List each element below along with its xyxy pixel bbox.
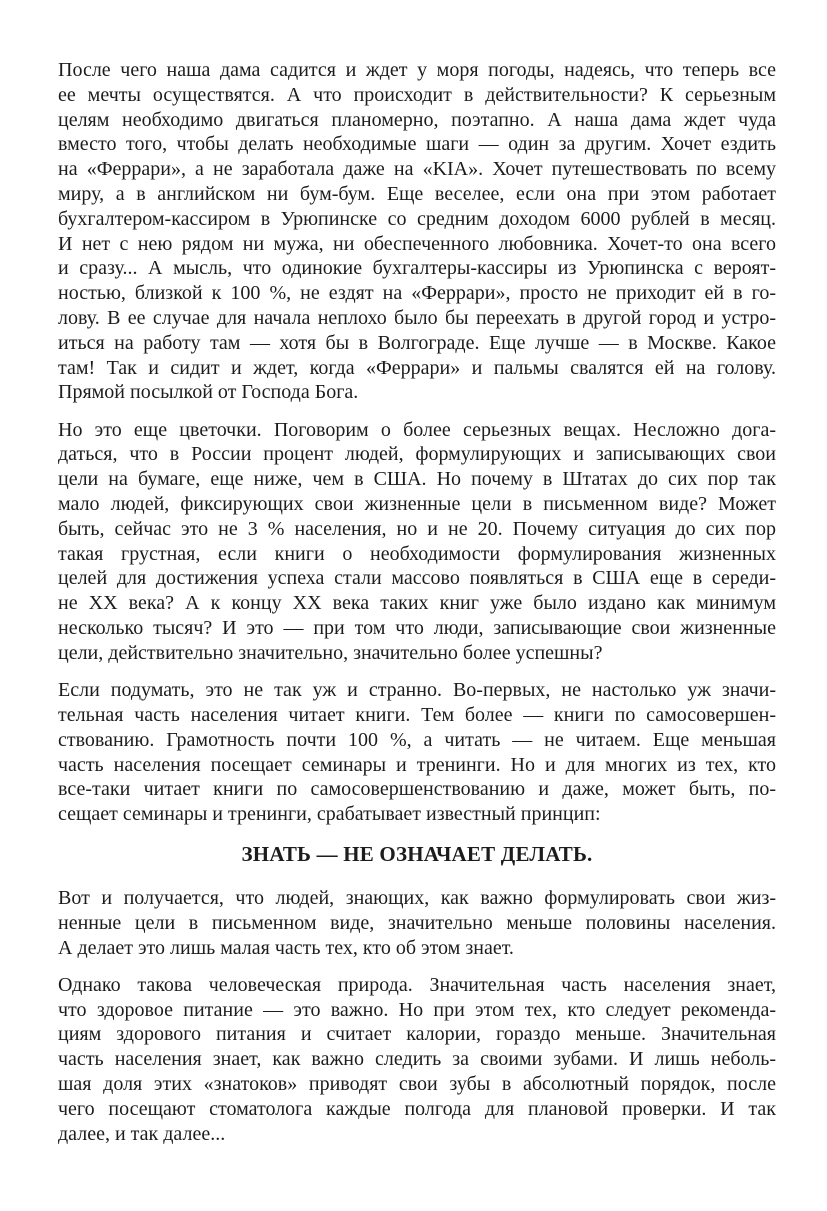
text-line: часть населения посещает семинары и тренинги. Но и для многих из тех, кто bbox=[58, 753, 776, 776]
text-line: тельная часть населения читает книги. Тем более — книги по самосовершен- bbox=[58, 703, 776, 726]
text-line: Но это еще цветочки. Поговорим о более серьезных вещах. Несложно дога- bbox=[58, 418, 776, 441]
text-line: ностью, близкой к 100 %, не ездят на «Феррари», просто не приходит ей в го- bbox=[58, 282, 776, 305]
text-line: лову. В ее случае для начала неплохо было бы переехать в другой город и устро- bbox=[58, 306, 776, 329]
text-line: И нет с нею рядом ни мужа, ни обеспеченного любовника. Хочет-то она всего bbox=[58, 232, 776, 255]
paragraph bbox=[58, 418, 776, 666]
text-after-heading bbox=[58, 886, 776, 1146]
text-line: сещает семинары и тренинги, срабатывает известный принцип: bbox=[58, 803, 601, 826]
text-line: мало людей, фиксирующих свои жизненные цели в письменном виде? Может bbox=[58, 493, 776, 516]
text-line: все-таки читает книги по самосовершенствованию и даже, может быть, по- bbox=[58, 778, 776, 801]
text-line: цели, действительно значительно, значительно более успешны? bbox=[58, 641, 603, 664]
section-heading: ЗНАТЬ — НЕ ОЗНАЧАЕТ ДЕЛАТЬ. bbox=[241, 841, 593, 866]
text-line: Однако такова человеческая природа. Значительная часть населения знает, bbox=[58, 973, 776, 996]
text-line: бухгалтером-кассиром в Урюпинске со средним доходом 6000 рублей в месяц. bbox=[58, 207, 776, 230]
paragraph bbox=[58, 886, 776, 960]
text-line: даться, что в России процент людей, формулирующих и записывающих свои bbox=[58, 443, 776, 466]
text-line: миру, а в английском ни бум-бум. Еще веселее, если она при этом работает bbox=[58, 182, 776, 205]
text-line: циям здорового питания и считает калории, гораздо меньше. Значительная bbox=[58, 1023, 776, 1046]
text-line: иться на работу там — хотя бы в Волгограде. Еще лучше — в Москве. Какое bbox=[58, 331, 776, 354]
text-line: Вот и получается, что людей, знающих, как важно формулировать свои жиз- bbox=[58, 886, 776, 909]
text-before-heading bbox=[58, 58, 776, 827]
text-line: ствованию. Грамотность почти 100 %, а читать — не читаем. Еще меньшая bbox=[58, 728, 776, 751]
text-line: и сразу... А мысль, что одинокие бухгалтеры-кассиры из Урюпинска с вероят- bbox=[58, 257, 776, 280]
text-line: там! Так и сидит и ждет, когда «Феррари» и пальмы свалятся ей на голову. bbox=[58, 356, 776, 379]
text-line: После чего наша дама садится и ждет у моря погоды, надеясь, что теперь все bbox=[58, 59, 776, 81]
book-page bbox=[58, 58, 776, 1159]
text-line: не XX века? А к концу XX века таких книг уже было издано как минимум bbox=[58, 592, 776, 615]
text-line: чего посещают стоматолога каждые полгода для плановой проверки. И так bbox=[58, 1097, 776, 1120]
text-line: далее, и так далее... bbox=[58, 1122, 226, 1145]
text-line: цели на бумаге, еще ниже, чем в США. Но почему в Штатах до сих пор так bbox=[58, 468, 776, 491]
text-line: целям необходимо двигаться планомерно, поэтапно. А наша дама ждет чуда bbox=[58, 108, 776, 131]
text-line: несколько тысяч? И это — при том что люди, записывающие свои жизненные bbox=[58, 617, 776, 640]
text-line: Если подумать, это не так уж и странно. Во-первых, не настолько уж значи- bbox=[58, 679, 776, 702]
paragraph bbox=[58, 973, 776, 1147]
text-line: ненные цели в письменном виде, значительно меньше половины населения. bbox=[58, 911, 776, 934]
text-line: шая доля этих «знатоков» приводят свои зубы в абсолютный порядок, после bbox=[58, 1072, 776, 1095]
paragraph bbox=[58, 58, 776, 405]
text-line: целей для достижения успеха стали массово появляться в США еще в середи- bbox=[58, 567, 776, 590]
text-line: на «Феррари», а не заработала даже на «KIA». Хочет путешествовать по всему bbox=[58, 158, 776, 181]
text-line: быть, сейчас это не 3 % населения, но и не 20. Почему ситуация до сих пор bbox=[58, 517, 776, 540]
text-line: ее мечты осуществятся. А что происходит в действительности? К серьезным bbox=[58, 83, 776, 106]
text-line: вместо того, чтобы делать необходимые шаги — один за другим. Хочет ездить bbox=[58, 133, 776, 156]
text-line: Прямой посылкой от Господа Бога. bbox=[58, 381, 359, 404]
text-line: такая грустная, если книги о необходимости формулирования жизненных bbox=[58, 542, 776, 565]
text-line: что здоровое питание — это важно. Но при этом тех, кто следует рекоменда- bbox=[58, 998, 776, 1021]
text-line: часть населения знает, как важно следить за своими зубами. И лишь неболь- bbox=[58, 1048, 776, 1071]
text-line: А делает это лишь малая часть тех, кто об этом знает. bbox=[58, 936, 514, 959]
paragraph bbox=[58, 678, 776, 827]
